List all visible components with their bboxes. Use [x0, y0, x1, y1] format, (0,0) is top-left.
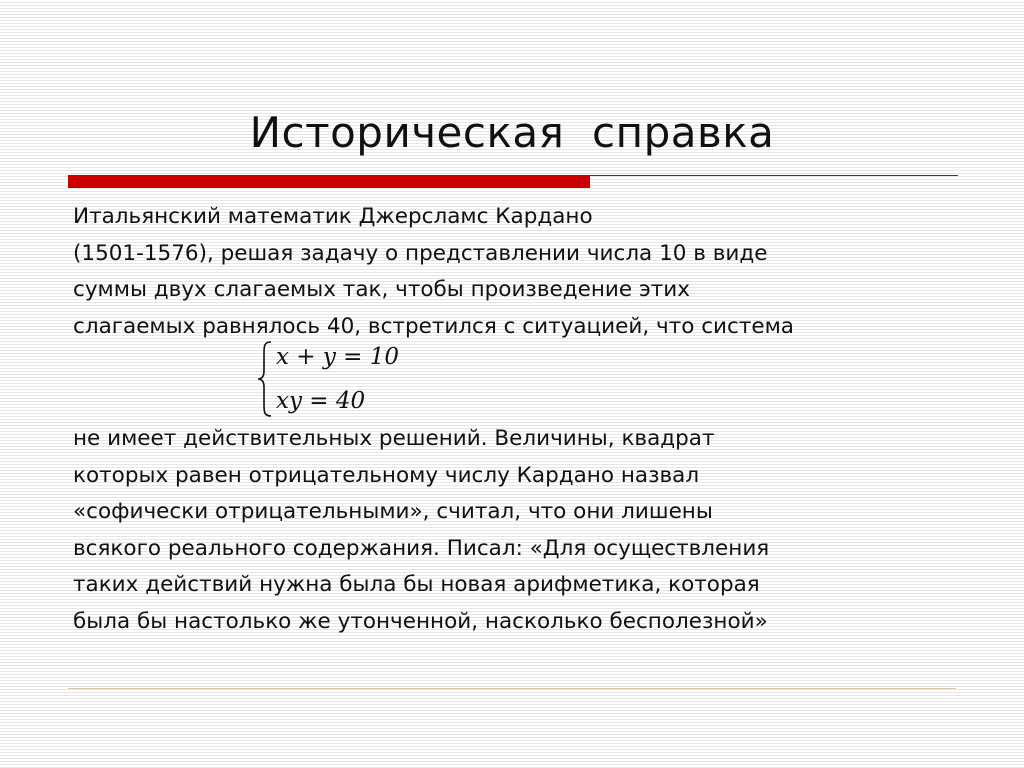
paragraph-top — [73, 199, 953, 345]
text-line: которых равен отрицательному числу Кардано назвал — [73, 462, 700, 488]
title-underline-thin — [590, 175, 958, 176]
slide-title: Историческая справка — [249, 108, 775, 157]
text-line: «софически отрицательными», считал, что они лишены — [73, 499, 713, 524]
title-underline-thick — [68, 175, 590, 188]
equation-1: x + y = 10 — [276, 344, 400, 370]
text-line: не имеет действительных решений. Величины, квадрат — [73, 426, 715, 451]
text-line: (1501-1576), решая задачу о представлении числа 10 в виде — [73, 240, 768, 266]
curly-brace-icon — [256, 340, 274, 418]
equation-system — [256, 340, 426, 420]
text-line: суммы двух слагаемых так, чтобы произведение этих — [73, 277, 690, 302]
text-line: Итальянский математик Джерсламс Кардано — [73, 204, 593, 229]
paragraph-bottom — [73, 421, 953, 640]
equation-2: xy = 40 — [276, 388, 366, 414]
text-line: была бы настолько же утонченной, насколько бесполезной» — [73, 608, 768, 634]
footer-divider — [68, 688, 956, 689]
text-line: всякого реального содержания. Писал: «Для осуществления — [73, 535, 770, 561]
text-line: слагаемых равнялось 40, встретился с ситуацией, что система — [73, 313, 794, 339]
text-line: таких действий нужна была бы новая арифметика, которая — [73, 572, 760, 597]
